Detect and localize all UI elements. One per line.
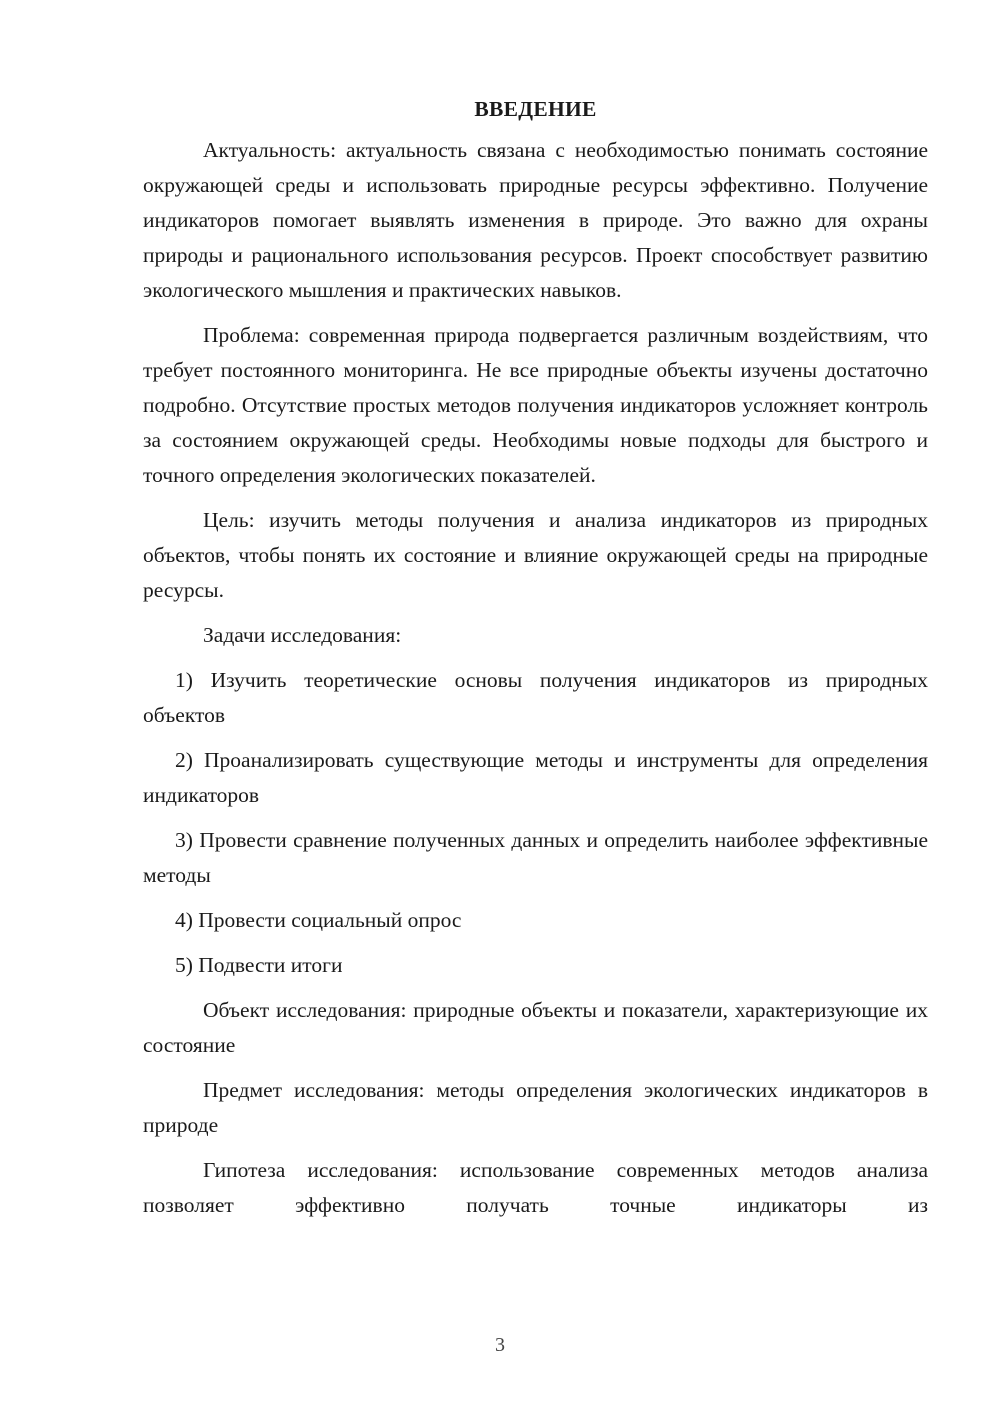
task-item-4: 4) Провести социальный опрос [175, 908, 462, 932]
task-item-1: 1) Изучить теоретические основы получения индикаторов из природных объектов [143, 668, 928, 727]
page-number: 3 [495, 1334, 505, 1356]
problem-paragraph: Проблема: современная природа подвергается различным воздействиям, что требует постоянного мониторинга. Не все природные объекты изучены достаточно подробно. Отсутствие простых методов получения индикаторов усложняет контроль за состоянием окружающей среды. Необходимы новые подходы для быстрого и точного определения экологических показателей. [143, 323, 928, 487]
hypothesis-paragraph: Гипотеза исследования: использование современных методов анализа позволяет эффективно получать точные индикаторы из [143, 1158, 928, 1217]
document-page [143, 92, 928, 1233]
task-item-2: 2) Проанализировать существующие методы и инструменты для определения индикаторов [143, 748, 928, 807]
page-title: ВВЕДЕНИЕ [474, 97, 597, 121]
subject-paragraph: Предмет исследования: методы определения экологических индикаторов в природе [143, 1078, 928, 1137]
goal-paragraph: Цель: изучить методы получения и анализа индикаторов из природных объектов, чтобы понять их состояние и влияние окружающей среды на природные ресурсы. [143, 508, 928, 602]
relevance-paragraph: Актуальность: актуальность связана с необходимостью понимать состояние окружающей среды и использовать природные ресурсы эффективно. Получение индикаторов помогает выявлять изменения в природе. Это важно для охраны природы и рационального использования ресурсов. Проект способствует развитию экологического мышления и практических навыков. [143, 138, 928, 302]
task-item-3: 3) Провести сравнение полученных данных и определить наиболее эффективные методы [143, 828, 928, 887]
object-paragraph: Объект исследования: природные объекты и показатели, характеризующие их состояние [143, 998, 928, 1057]
tasks-heading: Задачи исследования: [203, 623, 402, 647]
task-item-5: 5) Подвести итоги [175, 953, 343, 977]
